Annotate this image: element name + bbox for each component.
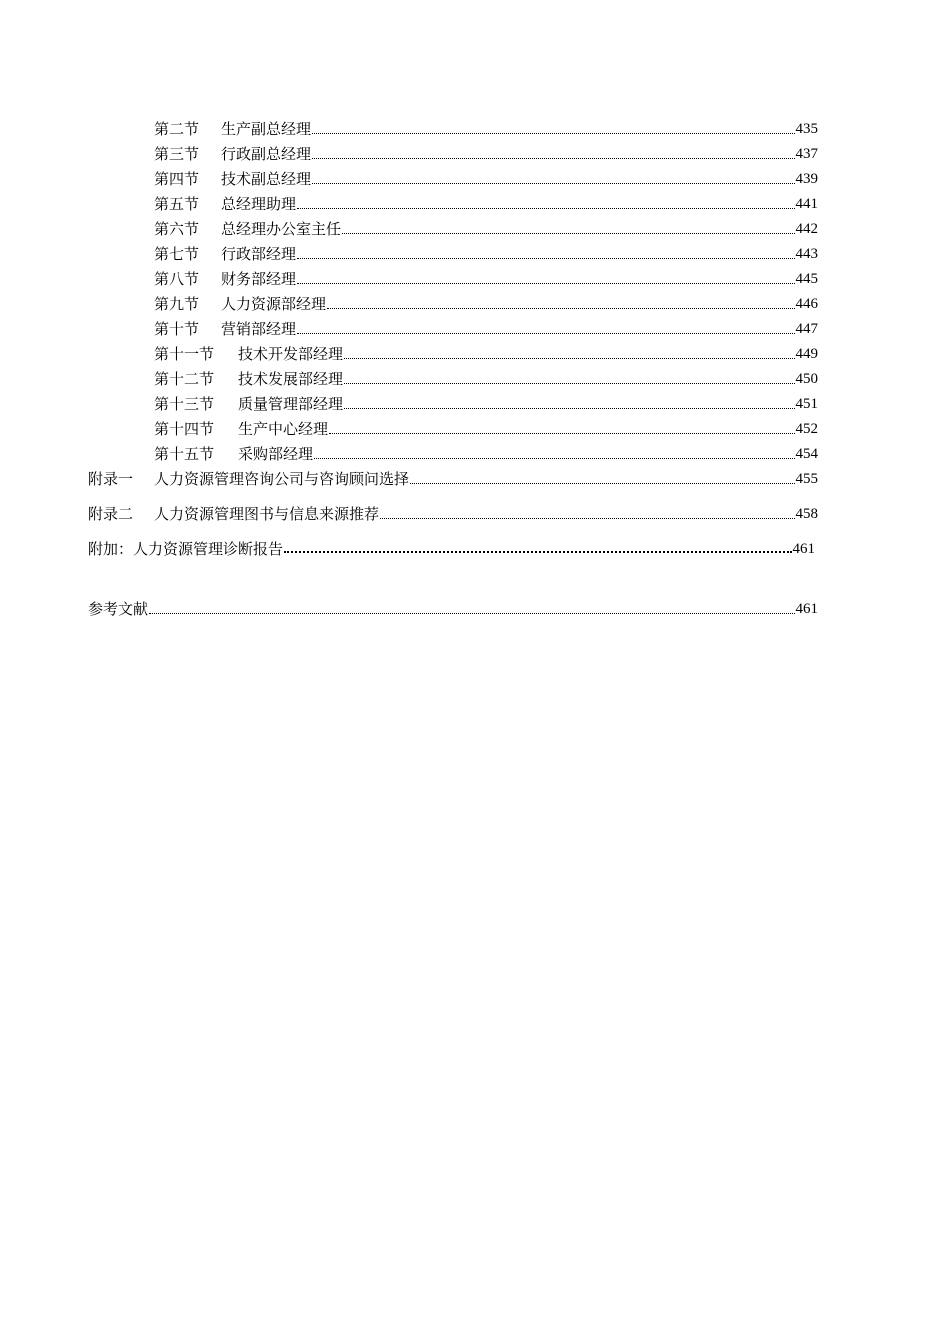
dot-leader <box>284 551 791 553</box>
dot-leader <box>312 183 794 184</box>
toc-entry-page: 450 <box>795 371 818 387</box>
dot-leader <box>410 483 794 484</box>
toc-entry-page: 446 <box>795 296 818 312</box>
dot-leader <box>329 433 794 434</box>
toc-entry-section-15[interactable] <box>154 441 818 463</box>
dot-leader <box>149 613 794 614</box>
toc-entry-section-10[interactable] <box>154 316 818 338</box>
toc-entry-references[interactable] <box>88 596 818 618</box>
toc-entry-title: 总经理助理 <box>221 195 297 213</box>
toc-entry-title: 营销部经理 <box>221 320 297 338</box>
toc-entry-section-14[interactable] <box>154 416 818 438</box>
toc-entry-title: 人力资源部经理 <box>221 295 327 313</box>
toc-entry-title: 质量管理部经理 <box>238 395 344 413</box>
toc-entry-title: 财务部经理 <box>221 270 297 288</box>
toc-entry-title: 技术发展部经理 <box>238 370 344 388</box>
dot-leader <box>297 333 794 334</box>
toc-entry-page: 439 <box>795 171 818 187</box>
dot-leader <box>297 283 794 284</box>
toc-entry-number: 第十二节 <box>154 370 215 388</box>
toc-entry-section-3[interactable] <box>154 141 818 163</box>
toc-entry-title: 生产副总经理 <box>221 120 312 138</box>
toc-entry-number: 第二节 <box>154 120 200 138</box>
toc-entry-section-6[interactable] <box>154 216 818 238</box>
toc-entry-section-4[interactable] <box>154 166 818 188</box>
toc-entry-title: 采购部经理 <box>238 445 314 463</box>
toc-entry-title: 技术副总经理 <box>221 170 312 188</box>
dot-leader <box>314 458 794 459</box>
toc-entry-section-9[interactable] <box>154 291 818 313</box>
toc-entry-page: 454 <box>795 446 818 462</box>
toc-entry-page: 455 <box>795 471 818 487</box>
toc-entry-number: 附录二 <box>88 505 134 523</box>
toc-entry-page: 443 <box>795 246 818 262</box>
toc-entry-page: 435 <box>795 121 818 137</box>
toc-entry-page: 445 <box>795 271 818 287</box>
toc-entry-number: 第六节 <box>154 220 200 238</box>
toc-entry-title: 行政部经理 <box>221 245 297 263</box>
toc-entry-number: 第十四节 <box>154 420 215 438</box>
toc-entry-page: 447 <box>795 321 818 337</box>
dot-leader <box>344 383 794 384</box>
toc-entry-number: 第十一节 <box>154 345 215 363</box>
dot-leader <box>344 358 794 359</box>
toc-entry-number: 第十三节 <box>154 395 215 413</box>
toc-entry-section-8[interactable] <box>154 266 818 288</box>
toc-entry-number: 第五节 <box>154 195 200 213</box>
toc-entry-appendix-1[interactable] <box>88 466 818 488</box>
toc-entry-title: 总经理办公室主任 <box>221 220 342 238</box>
toc-entry-section-11[interactable] <box>154 341 818 363</box>
toc-entry-number: 第四节 <box>154 170 200 188</box>
toc-entry-number: 第九节 <box>154 295 200 313</box>
toc-entry-title: 人力资源管理图书与信息来源推荐 <box>154 505 380 523</box>
toc-entry-title: 附加：人力资源管理诊断报告 <box>88 540 284 558</box>
dot-leader <box>312 158 794 159</box>
dot-leader <box>297 208 794 209</box>
toc-entry-page: 451 <box>795 396 818 412</box>
toc-entry-number: 第八节 <box>154 270 200 288</box>
dot-leader <box>344 408 794 409</box>
toc-entry-page: 461 <box>792 541 815 557</box>
toc-entry-section-12[interactable] <box>154 366 818 388</box>
toc-entry-number: 第七节 <box>154 245 200 263</box>
dot-leader <box>380 518 794 519</box>
toc-entry-section-7[interactable] <box>154 241 818 263</box>
dot-leader <box>342 233 794 234</box>
toc-entry-page: 441 <box>795 196 818 212</box>
toc-entry-section-5[interactable] <box>154 191 818 213</box>
toc-entry-title: 参考文献 <box>88 600 149 618</box>
dot-leader <box>312 133 794 134</box>
toc-entry-page: 452 <box>795 421 818 437</box>
toc-entry-title: 人力资源管理咨询公司与咨询顾问选择 <box>154 470 410 488</box>
toc-entry-page: 461 <box>795 601 818 617</box>
toc-entry-appendix-2[interactable] <box>88 501 818 523</box>
toc-entry-number: 第三节 <box>154 145 200 163</box>
toc-entry-page: 437 <box>795 146 818 162</box>
toc-entry-page: 458 <box>795 506 818 522</box>
toc-entry-number: 第十五节 <box>154 445 215 463</box>
toc-entry-section-13[interactable] <box>154 391 818 413</box>
toc-entry-page: 449 <box>795 346 818 362</box>
toc-entry-number: 第十节 <box>154 320 200 338</box>
dot-leader <box>327 308 794 309</box>
toc-entry-title: 技术开发部经理 <box>238 345 344 363</box>
toc-entry-title: 行政副总经理 <box>221 145 312 163</box>
toc-entry-number: 附录一 <box>88 470 134 488</box>
dot-leader <box>297 258 794 259</box>
toc-entry-section-2[interactable] <box>154 116 818 138</box>
toc-entry-page: 442 <box>795 221 818 237</box>
toc-entry-title: 生产中心经理 <box>238 420 329 438</box>
toc-entry-addendum[interactable] <box>88 536 815 558</box>
